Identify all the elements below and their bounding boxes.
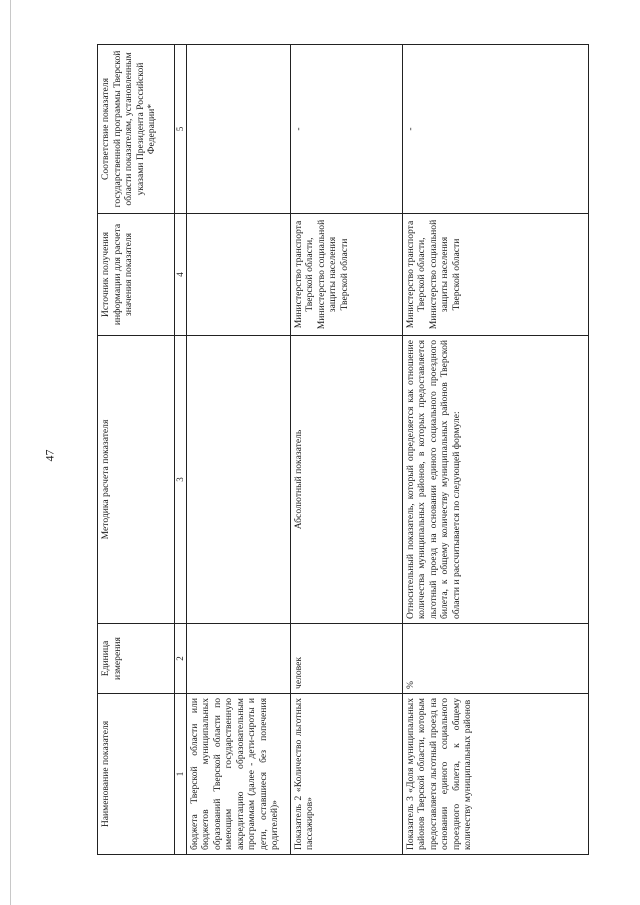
indicator-compliance: -	[290, 45, 402, 214]
indicator-source: Министерство транспорта Тверской области, Министерство социальной защиты населения Тверской области	[290, 214, 402, 336]
header-source: Источник получения информации для расчета значения показателя	[98, 214, 175, 336]
header-row	[98, 45, 175, 855]
header-compliance: Соответствие показателя государственной программы Тверской области показателям, установленным указами Президента Российской Федерации*	[98, 45, 175, 214]
indicator-method: Абсолютный показатель	[290, 336, 402, 624]
indicator-compliance: -	[402, 45, 588, 214]
header-method: Методика расчета показателя	[98, 336, 175, 624]
column-number: 3	[175, 336, 187, 624]
column-number: 1	[175, 694, 187, 855]
column-number-row	[175, 45, 187, 855]
column-number: 5	[175, 45, 187, 214]
indicator-name: Показатель 3 «Доля муниципальных районов Тверской области, которым предоставляется льготный проезд на основании единого социального проездного билета, к общему количеству муниципальных районов	[402, 694, 588, 855]
indicator-source	[186, 214, 290, 336]
column-number: 4	[175, 214, 187, 336]
table-row	[402, 45, 588, 855]
indicators-table	[97, 44, 589, 855]
page-number: 47	[42, 449, 57, 462]
indicator-unit	[186, 624, 290, 694]
scan-edge-line	[10, 0, 11, 905]
indicator-unit: %	[402, 624, 588, 694]
header-unit: Единица измерения	[98, 624, 175, 694]
table-row	[290, 45, 402, 855]
column-number: 2	[175, 624, 187, 694]
indicator-compliance	[186, 45, 290, 214]
header-name: Наименование показателя	[98, 694, 175, 855]
indicator-name: Показатель 2 «Количество льготных пассажиров»	[290, 694, 402, 855]
indicator-name: бюджета Тверской области или бюджетов муниципальных образований Тверской области по имеющим государственную аккредитацию образовательным программам (далее - дети-сироты и дети, оставшиеся без попечения родителей)»	[186, 694, 290, 855]
indicator-source: Министерство транспорта Тверской области, Министерство социальной защиты населения Тверской области	[402, 214, 588, 336]
indicator-unit: человек	[290, 624, 402, 694]
indicator-method	[186, 336, 290, 624]
table-row	[186, 45, 290, 855]
indicator-method: Относительный показатель, который определяется как отношение количества муниципальных районов, в которых предоставляется льготный проезд на основании единого социального проездного билета, к общему количеству муниципальных районов Тверской области и рассчитывается по следующей формуле:	[402, 336, 588, 624]
rotated-table-container	[97, 45, 589, 855]
